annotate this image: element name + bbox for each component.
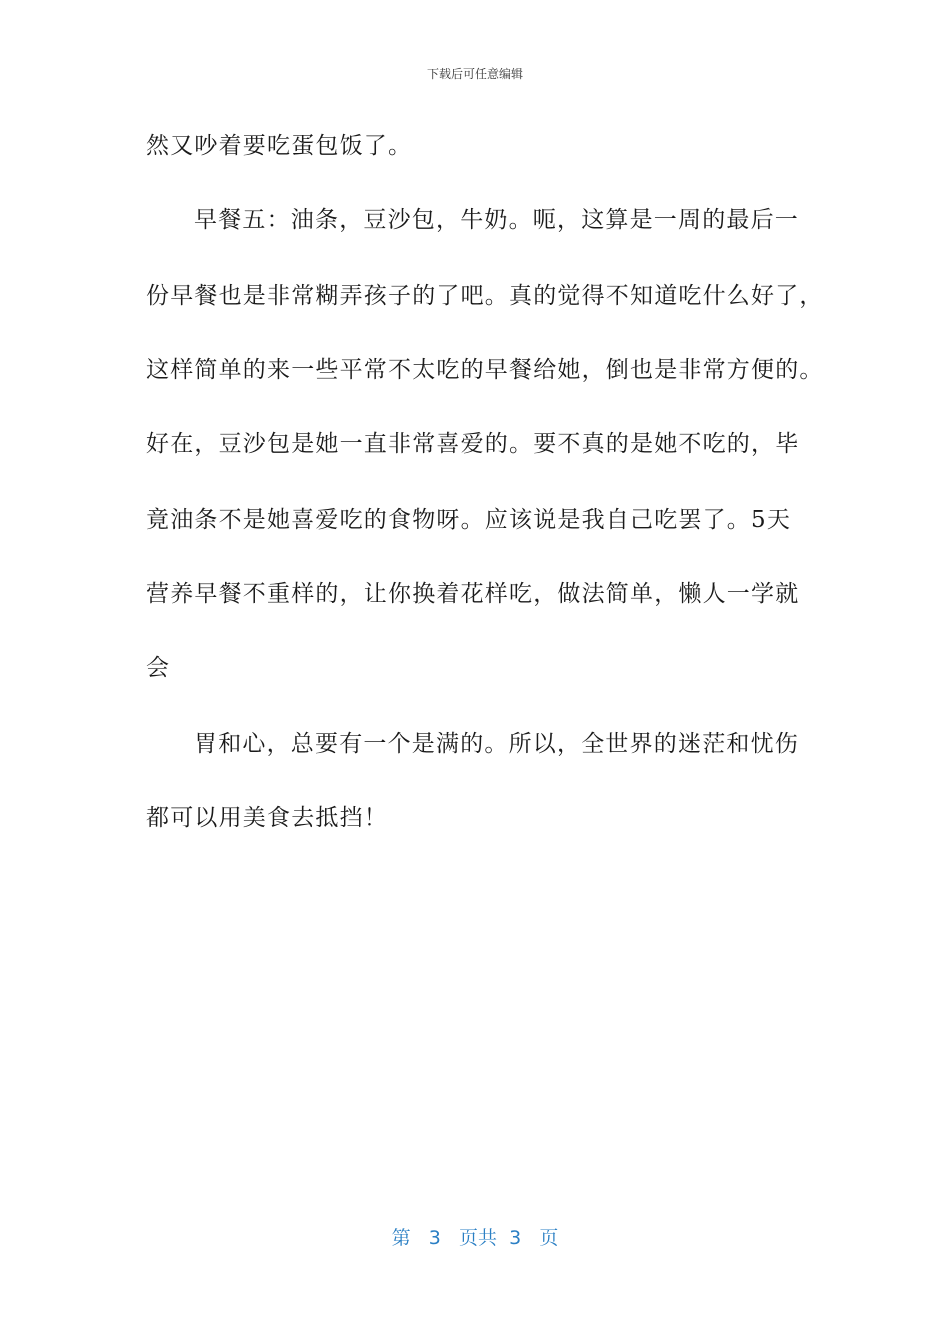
footer-middle: 页共 — [459, 1227, 498, 1249]
paragraph-line: 然又吵着要吃蛋包饭了。 — [146, 133, 413, 159]
paragraph-line: 胃和心，总要有一个是满的。所以，全世界的迷茫和忧伤 — [194, 731, 799, 757]
paragraph-line: 好在，豆沙包是她一直非常喜爱的。要不真的是她不吃的，毕 — [146, 431, 800, 457]
footer-total-pages: 3 — [509, 1227, 522, 1249]
paragraph-line: 都可以用美食去抵挡！ — [146, 805, 388, 831]
page-header: 下载后可任意编辑 — [426, 67, 523, 81]
paragraph-line: 份早餐也是非常糊弄孩子的了吧。真的觉得不知道吃什么好了， — [146, 283, 824, 309]
page-footer — [0, 1226, 950, 1250]
paragraph-line: 会 — [146, 655, 171, 681]
footer-suffix: 页 — [539, 1227, 559, 1249]
paragraph-line: 营养早餐不重样的，让你换着花样吃，做法简单，懒人一学就 — [146, 581, 800, 607]
footer-current-page: 3 — [428, 1227, 441, 1249]
paragraph-line: 竟油条不是她喜爱吃的食物呀。应该说是我自己吃罢了。5天 — [146, 507, 792, 533]
paragraph-line: 这样简单的来一些平常不太吃的早餐给她，倒也是非常方便的。 — [146, 357, 824, 383]
paragraph-line: 早餐五：油条，豆沙包，牛奶。呃，这算是一周的最后一 — [194, 207, 799, 233]
footer-prefix: 第 — [391, 1227, 411, 1249]
